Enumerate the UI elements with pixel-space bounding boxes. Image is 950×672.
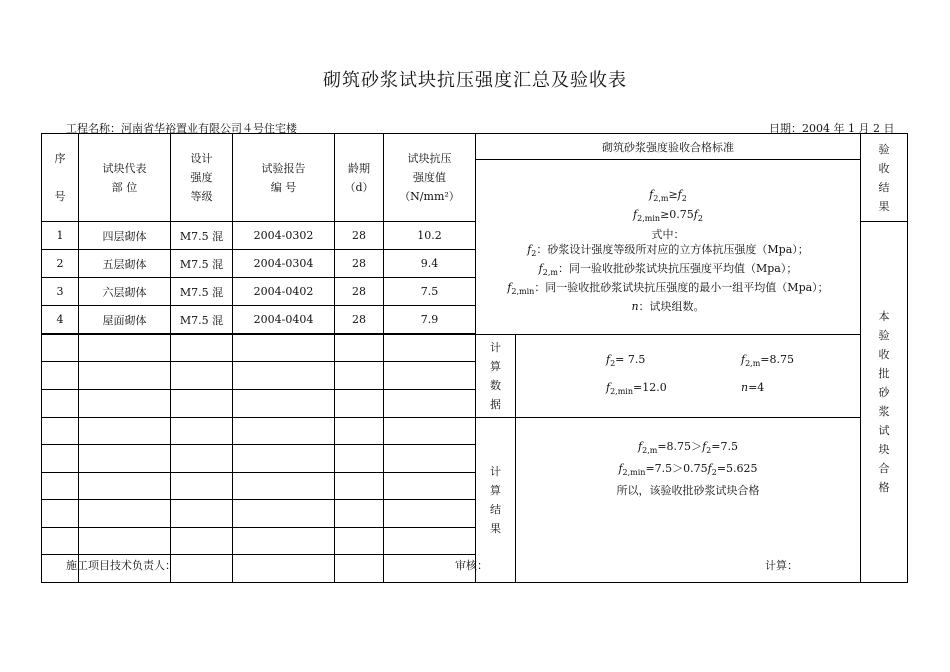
footer-review: 审核： [455, 559, 488, 572]
footer-calc: 计算： [765, 559, 798, 572]
header-age: 龄期 （d） [335, 134, 384, 222]
page-title: 砌筑砂浆试块抗压强度汇总及验收表 [323, 70, 627, 91]
calc-result-cell: $f_{2,m}=8.75>f_2=7.5$ $f_{2,min}=7.5>0.75f_2=5.625$ 所以，该验收批砂浆试块合格 [516, 418, 861, 583]
table-row: 3 六层砌体 M7.5 混 2004-0402 28 7.5 [42, 278, 908, 306]
criteria-cell: $f_{2,m}\ge f_2$ $f_{2,min}\ge 0.75f_2$ 式中： $f_2$：砂浆设计强度等级所对应的立方体抗压强度（Mpa）； $f_{2,m}$：同一验收批砂浆试块抗压强度平均值（Mpa）； $f_{2,min}$：同一验收批砂浆试块抗压强度的最小一组平均值（Mpa）； n：试块组数。 [476, 160, 861, 335]
header-standard: 砌筑砂浆强度验收合格标准 [476, 134, 861, 160]
calc-result-label: 计 算 结 果 [476, 418, 516, 583]
calc-data-label: 计 算 数 据 [476, 335, 516, 418]
project-name: 工程名称：河南省华裕置业有限公司４号住宅楼 [66, 122, 297, 135]
verdict-cell: 本 验 收 批 砂 浆 试 块 合 格 [861, 222, 908, 583]
header-part: 试块代表 部 位 [79, 134, 171, 222]
report-date: 日期：2004 年 1 月 2 日 [769, 122, 895, 135]
table-row: 4 屋面砌体 M7.5 混 2004-0404 28 7.9 [42, 306, 908, 334]
calc-data-cell: $f_2= 7.5$ $f_{2,m}=8.75$ $f_{2,min}=12.0$ n=4 [516, 335, 861, 418]
table-row: 1 四层砌体 M7.5 混 2004-0302 28 10.2 本 验 收 批 砂 浆 试 块 合 格 [42, 222, 908, 250]
header-strength: 试块抗压 强度值 （N/mm²） [384, 134, 476, 222]
table-row: 2 五层砌体 M7.5 混 2004-0304 28 9.4 [42, 250, 908, 278]
summary-table [41, 133, 908, 583]
header-design: 设计 强度 等级 [171, 134, 233, 222]
footer-tech-lead: 施工项目技术负责人： [66, 559, 176, 572]
header-seq: 序 号 [42, 134, 79, 222]
header-report: 试验报告 编 号 [233, 134, 335, 222]
header-result: 验 收 结 果 [861, 134, 908, 222]
